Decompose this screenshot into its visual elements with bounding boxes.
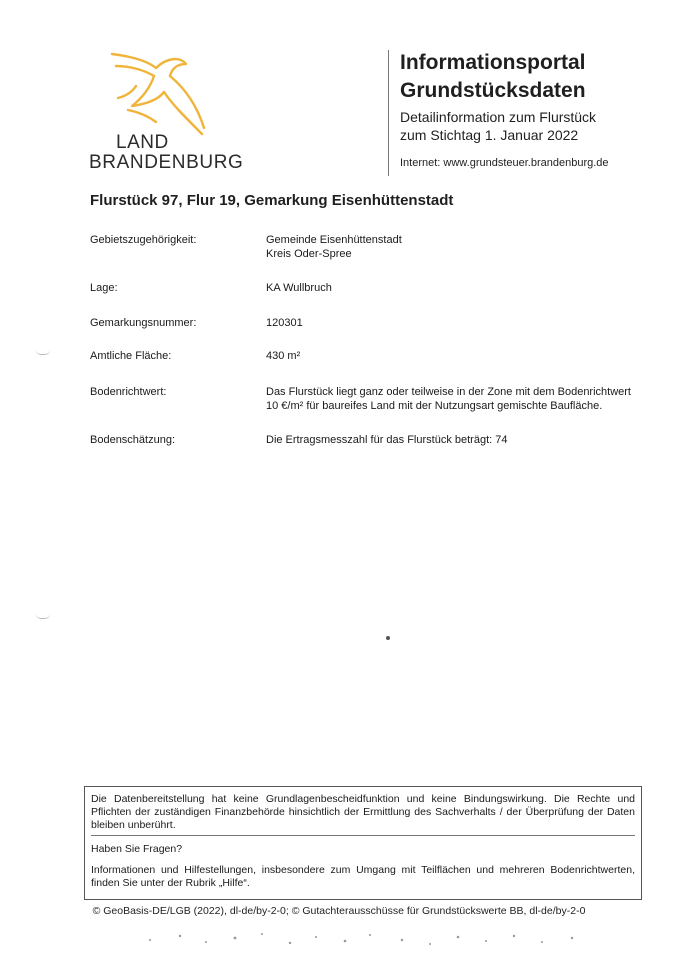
- eagle-icon: [106, 46, 216, 141]
- scan-mark: [36, 350, 50, 355]
- row-label: Bodenrichtwert:: [90, 386, 167, 398]
- detail-info-line-1: Detailinformation zum Flurstück: [400, 109, 597, 125]
- logo-text-brandenburg: BRANDENBURG: [89, 152, 244, 173]
- disclaimer-text: Die Datenbereitstellung hat keine Grundlagenbescheidfunktion und keine Bindungswirkung. Die Rechte und Pflichten der zuständigen Finanzbehörde hinsichtlich der Ermittlung des Sachverhalts / der Überprüfung der Daten bleiben unberührt.: [91, 793, 635, 831]
- logo-text-land: LAND: [116, 132, 169, 153]
- row-value-line-2: Kreis Oder-Spree: [266, 248, 352, 260]
- help-text: Informationen und Hilfestellungen, insbesondere zum Umgang mit Teilflächen und mehreren Bodenrichtwerten, finden Sie unter der Rubrik „Hilfe“.: [91, 864, 635, 889]
- land-brandenburg-logo: [84, 46, 254, 176]
- row-label: Gebietszugehörigkeit:: [90, 234, 197, 246]
- row-value: 430 m²: [266, 350, 301, 362]
- row-label: Gemarkungsnummer:: [90, 317, 197, 329]
- row-value: KA Wullbruch: [266, 282, 332, 294]
- row-label: Amtliche Fläche:: [90, 350, 172, 362]
- row-value-line-2: 10 €/m² für baureifes Land mit der Nutzungsart gemischte Baufläche.: [266, 400, 603, 412]
- copyright-text: © GeoBasis-DE/LGB (2022), dl-de/by-2-0; © Gutachterausschüsse für Grundstückswerte BB, dl-de/by-2-0: [92, 905, 586, 917]
- portal-title-line-1: Informationsportal: [400, 51, 586, 74]
- questions-text: Haben Sie Fragen?: [91, 843, 183, 855]
- scan-dot: [386, 636, 390, 640]
- parcel-heading: Flurstück 97, Flur 19, Gemarkung Eisenhüttenstadt: [90, 192, 454, 209]
- portal-title-line-2: Grundstücksdaten: [400, 79, 586, 102]
- row-value: 120301: [266, 317, 303, 329]
- row-value-line-1: Das Flurstück liegt ganz oder teilweise in der Zone mit dem Bodenrichtwert: [266, 386, 631, 398]
- scan-noise: [140, 928, 600, 950]
- footer-box: [84, 786, 642, 900]
- internet-link[interactable]: Internet: www.grundsteuer.brandenburg.de: [400, 157, 609, 169]
- row-value: [266, 233, 651, 261]
- row-value-line-1: Gemeinde Eisenhüttenstadt: [266, 234, 402, 246]
- footer-divider: [91, 835, 635, 836]
- row-value: [266, 385, 651, 413]
- row-label: Lage:: [90, 282, 118, 294]
- row-value: Die Ertragsmesszahl für das Flurstück beträgt: 74: [266, 434, 508, 446]
- detail-info: [400, 108, 596, 144]
- header-divider: [388, 50, 389, 176]
- portal-title: [400, 49, 586, 105]
- row-label: Bodenschätzung:: [90, 434, 176, 446]
- scan-mark: [36, 614, 50, 619]
- detail-info-line-2: zum Stichtag 1. Januar 2022: [400, 127, 579, 143]
